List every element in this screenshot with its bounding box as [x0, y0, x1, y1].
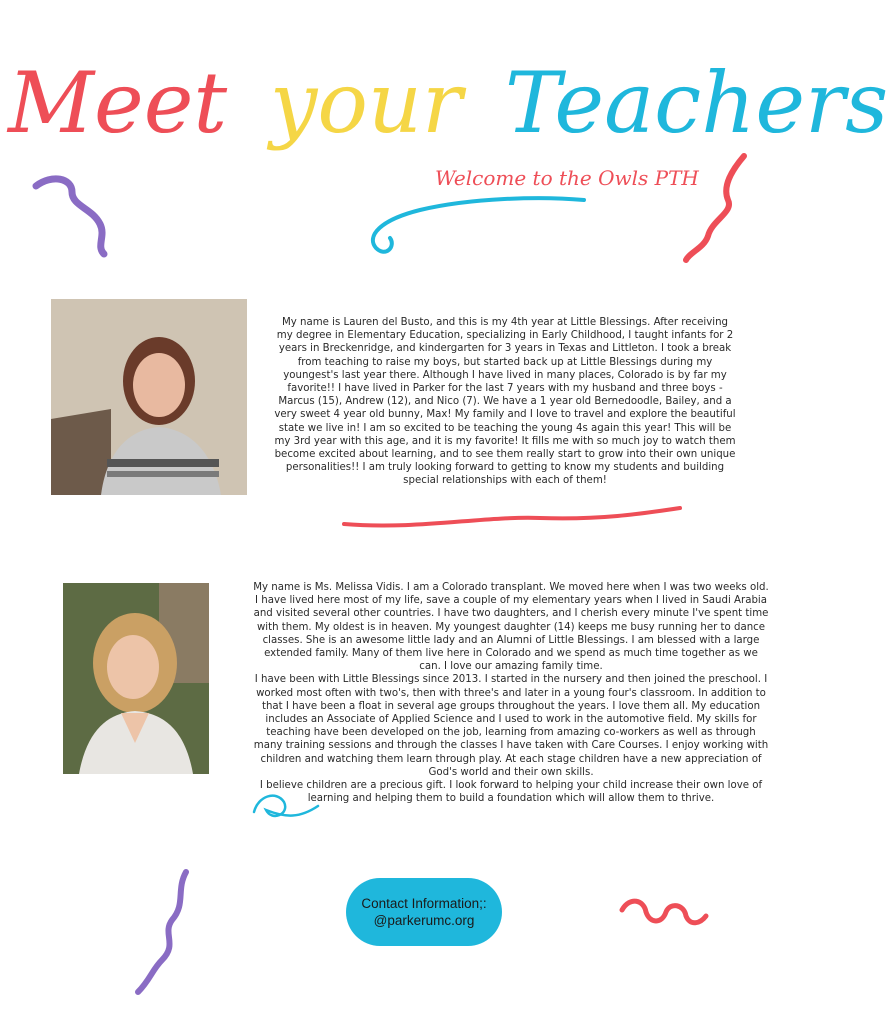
contact-email[interactable]: @parkerumc.org — [373, 913, 475, 928]
blue-swirl-under-title — [373, 198, 584, 252]
teacher1-photo — [51, 299, 247, 495]
purple-ribbon-top-left — [36, 179, 104, 254]
red-wave-divider — [344, 508, 680, 526]
teacher2-bio-paragraph-3: I believe children are a precious gift. I look forward to helping your child increase their own love of learning and helping them to build a foundation which will allow them to thrive. — [259, 780, 763, 805]
subtitle: Welcome to the Owls PTH — [435, 166, 699, 190]
teacher2-bio-paragraph-1: My name is Ms. Melissa Vidis. I am a Colorado transplant. We moved here when I was two weeks old. I have lived here most of my life, save a couple of my elementary years when I lived in Saudi Arabia and visited several other countries. I have two daughters, and I cherish every minute I've spent time with them. My oldest is in heaven. My youngest daughter (14) keeps me busy running her to dance classes. She is an awesome little lady and an Alumni of Little Blessings. I am blessed with a large extended family. Many of them live here in Colorado and we spend as much time together as we can. I love our amazing family time. — [253, 582, 769, 673]
purple-ribbon-bottom-left — [138, 872, 186, 992]
title-word-teachers: Teachers — [504, 54, 889, 152]
teacher1-bio — [274, 316, 736, 488]
teacher2-photo — [63, 583, 209, 774]
title-word-meet: Meet — [8, 54, 228, 152]
contact-label: Contact Information;: — [361, 896, 487, 911]
teacher2-bio — [252, 581, 770, 805]
teacher2-bio-paragraph-2: I have been with Little Blessings since 2013. I started in the nursery and then joined the preschool. I worked most often with two's, then with three's and later in a young four's classroom. In addition to that I have been a float in several age groups throughout the years. I love them all. My education includes an Associate of Applied Science and I used to work in the automotive field. My skills for teaching have been developed on the job, learning from amazing co-workers as well as through many training sessions and through the classes I have taken with Care Courses. I enjoy working with children and watching them learn through play. At each stage children have a new appreciation of God's world and their own skills. — [253, 674, 769, 778]
red-ribbon-bottom-right — [622, 901, 706, 923]
teacher2-portrait-illustration — [63, 583, 209, 774]
teacher1-bio-text: My name is Lauren del Busto, and this is my 4th year at Little Blessings. After receiving my degree in Elementary Education, specializing in Early Childhood, I taught infants for 2 years in Breckenridge, and kindergarten for 3 years in Texas and Littleton. I took a break from teaching to raise my boys, but started back up at Little Blessings during my youngest's last year there. Although I have lived in many places, Colorado is by far my favorite!! I have lived in Parker for the last 7 years with my husband and three boys - Marcus (15), Andrew (12), and Nico (7). We have a 1 year old Bernedoodle, Bailey, and a very sweet 4 year old bunny, Max! My family and I love to travel and explore the beautiful state we live in! I am so excited to be teaching the young 4s again this year! This will be my 3rd year with this age, and it is my favorite! It fills me with so much joy to watch them become excited about learning, and to see them really start to grow into their own unique personalities!! I am truly looking forward to getting to know my students and building special relationships with each of them! — [274, 317, 736, 487]
teacher1-portrait-illustration — [51, 299, 247, 495]
page-title — [0, 48, 889, 158]
title-word-your: your — [269, 54, 463, 152]
contact-info-badge — [346, 878, 502, 946]
